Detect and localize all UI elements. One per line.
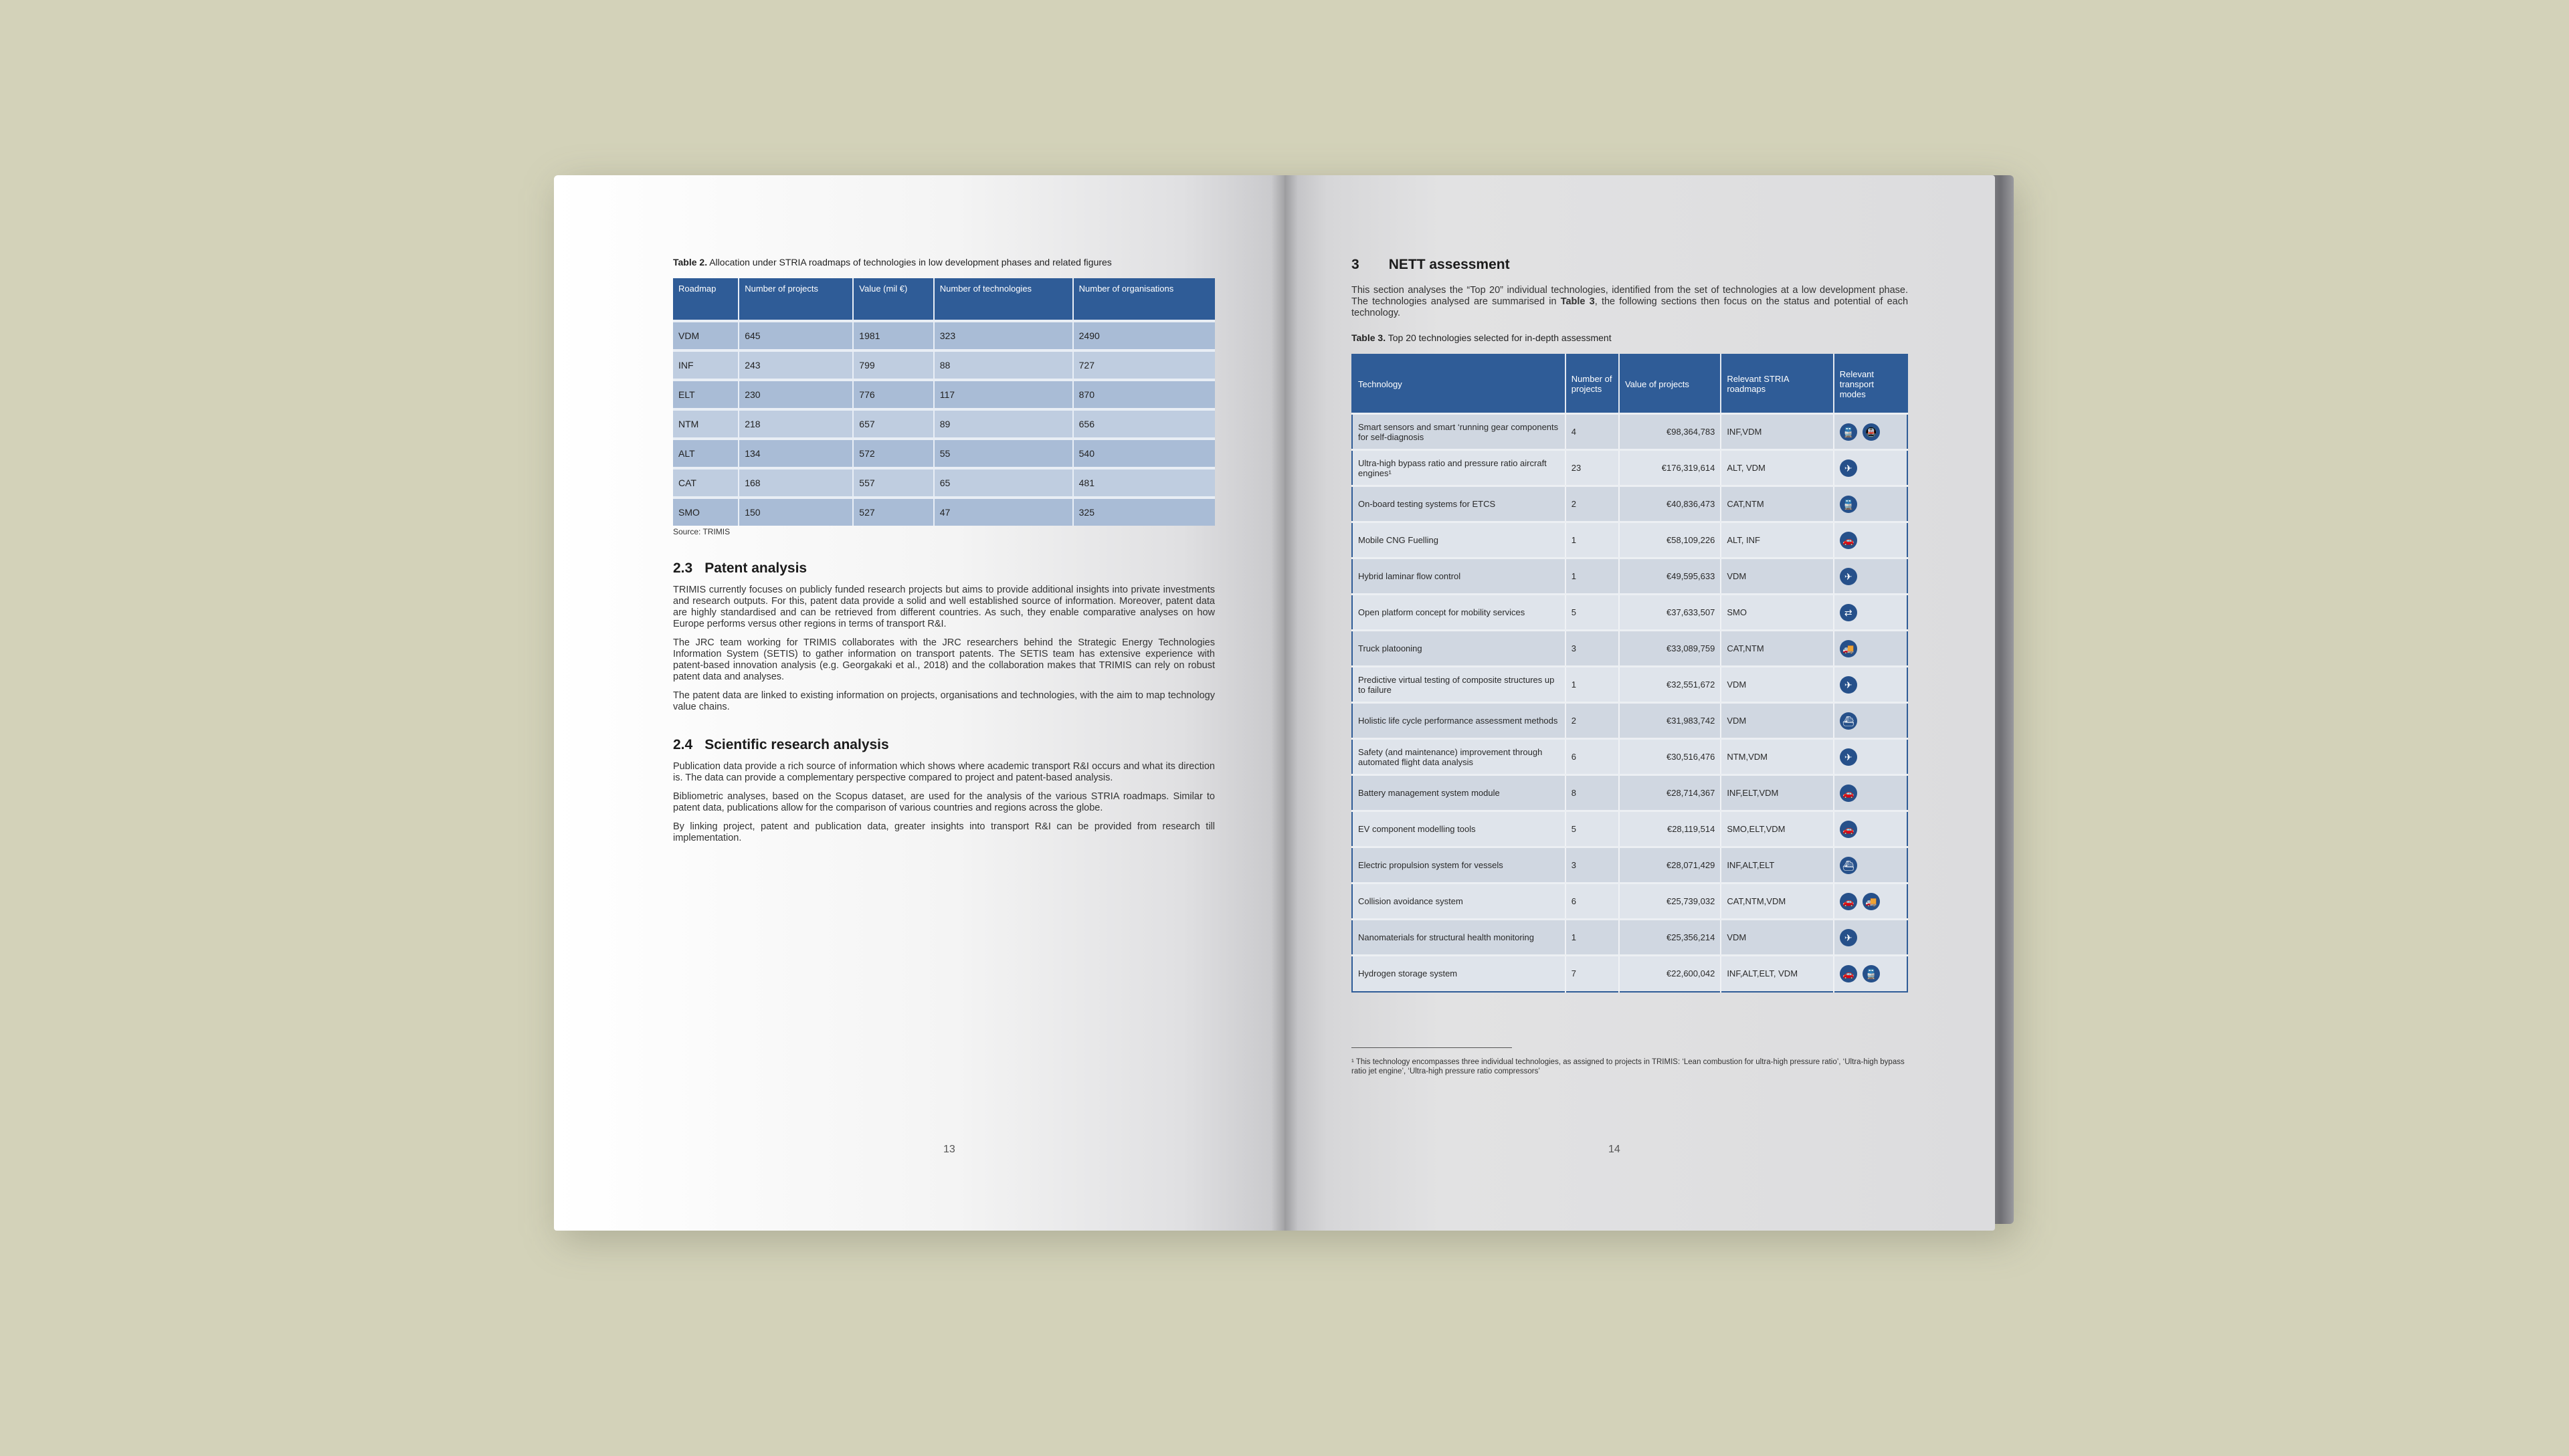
project-value-cell: €40,836,473 [1619,486,1721,522]
table-2-cell: 117 [934,380,1073,409]
table-2 [673,278,1215,526]
table-3-caption: Table 3. Top 20 technologies selected for in-depth assessment [1351,332,1612,343]
table-2-row [673,409,1215,439]
table-2-row [673,380,1215,409]
transport-modes-cell [1834,883,1907,920]
project-value-cell: €25,739,032 [1619,883,1721,920]
roadmaps-cell: INF,ALT,ELT [1721,847,1833,883]
project-count-cell: 5 [1565,811,1619,847]
table-3-row [1352,450,1907,486]
table-3-row [1352,956,1907,992]
project-count-cell: 4 [1565,414,1619,450]
table-2-cell: 656 [1073,409,1215,439]
aircraft-icon: ✈ [1840,676,1857,694]
technology-cell: Holistic life cycle performance assessment methods [1352,703,1565,739]
project-count-cell: 5 [1565,595,1619,631]
table-3-row [1352,883,1907,920]
table-2-row [673,321,1215,350]
table-3-header-cell: Number of projects [1565,354,1619,414]
transport-modes-cell [1834,739,1907,775]
table-3-row [1352,414,1907,450]
project-count-cell: 7 [1565,956,1619,992]
table-3-row [1352,920,1907,956]
table-3-row [1352,486,1907,522]
section-3-heading: 3 NETT assessment [1351,257,1510,272]
table-2-cell: 88 [934,350,1073,380]
project-count-cell: 1 [1565,920,1619,956]
technology-cell: Electric propulsion system for vessels [1352,847,1565,883]
project-count-cell: 3 [1565,631,1619,667]
table-2-cell: 645 [739,321,853,350]
technology-cell: EV component modelling tools [1352,811,1565,847]
section-2-3-heading: 2.3 Patent analysis [673,560,807,576]
table-2-cell: 47 [934,498,1073,526]
table-2-cell: 230 [739,380,853,409]
roadmaps-cell: INF,VDM [1721,414,1833,450]
table-2-cell: 243 [739,350,853,380]
project-value-cell: €37,633,507 [1619,595,1721,631]
aircraft-icon: ✈ [1840,459,1857,477]
table-3 [1351,354,1908,993]
project-value-cell: €31,983,742 [1619,703,1721,739]
project-value-cell: €98,364,783 [1619,414,1721,450]
table-3-header-cell: Relevant STRIA roadmaps [1721,354,1833,414]
project-count-cell: 8 [1565,775,1619,811]
technology-cell: Collision avoidance system [1352,883,1565,920]
project-value-cell: €28,714,367 [1619,775,1721,811]
table-2-cell: 325 [1073,498,1215,526]
transport-modes-cell [1834,450,1907,486]
project-value-cell: €58,109,226 [1619,522,1721,558]
table-3-row [1352,775,1907,811]
table-2-cell: 1981 [853,321,933,350]
table-2-cell: CAT [673,468,739,498]
project-count-cell: 2 [1565,486,1619,522]
roadmaps-cell: SMO,ELT,VDM [1721,811,1833,847]
right-page [1284,175,1995,1231]
project-value-cell: €30,516,476 [1619,739,1721,775]
transport-modes-cell [1834,775,1907,811]
project-count-cell: 1 [1565,558,1619,595]
project-count-cell: 3 [1565,847,1619,883]
table-3-row [1352,558,1907,595]
technology-cell: Smart sensors and smart ‘running gear components for self-diagnosis [1352,414,1565,450]
table-2-source: Source: TRIMIS [673,527,731,536]
table-2-caption: Table 2. Allocation under STRIA roadmaps of technologies in low development phases and related figures [673,257,1112,268]
project-count-cell: 1 [1565,522,1619,558]
footnote: ¹ This technology encompasses three individual technologies, as assigned to projects in TRIMIS: ‘Lean combustion for ultra-high pressure ratio’, ‘Ultra-high bypass ratio jet engine’, ‘Ultra-high pressure ratio compressors’ [1351,1057,1905,1075]
transport-modes-cell [1834,558,1907,595]
transport-modes-cell [1834,847,1907,883]
section-2-4-paragraph: Publication data provide a rich source of information which shows where academic transport R&I occurs and what its direction is. The data can provide a complementary perspective compared to project and patent-based analysis. [673,761,1215,783]
table-2-cell: 134 [739,439,853,468]
table-2-header-cell: Value (mil €) [853,278,933,321]
transport-modes-cell [1834,414,1907,450]
roadmaps-cell: ALT, VDM [1721,450,1833,486]
section-3-intro: This section analyses the “Top 20” individual technologies, identified from the set of technologies at a low development phase. The technologies analysed are summarised in Table 3, the following sections then focus on the status and potential of each technology. [1351,285,1909,318]
table-2-cell: 557 [853,468,933,498]
section-2-3-paragraph: The patent data are linked to existing information on projects, organisations and technologies, with the aim to map technology value chains. [673,690,1215,712]
technology-cell: Battery management system module [1352,775,1565,811]
technology-cell: Nanomaterials for structural health monitoring [1352,920,1565,956]
transport-modes-cell [1834,486,1907,522]
table-2-cell: 2490 [1073,321,1215,350]
technology-cell: Safety (and maintenance) improvement through automated flight data analysis [1352,739,1565,775]
roadmaps-cell: VDM [1721,558,1833,595]
section-2-4-paragraph: By linking project, patent and publication data, greater insights into transport R&I can be provided from research till implementation. [673,821,1215,843]
transport-modes-cell [1834,703,1907,739]
left-page [554,175,1284,1231]
metro-icon: 🚇 [1863,423,1880,441]
table-2-cell: SMO [673,498,739,526]
roadmaps-cell: VDM [1721,920,1833,956]
table-2-row [673,439,1215,468]
car-icon: 🚗 [1840,965,1857,982]
table-2-header-cell: Number of organisations [1073,278,1215,321]
table-3-row [1352,631,1907,667]
table-2-cell: 776 [853,380,933,409]
table-2-header-cell: Number of projects [739,278,853,321]
section-2-4-paragraph: Bibliometric analyses, based on the Scopus dataset, are used for the analysis of the various STRIA roadmaps. Similar to patent data, publications allow for the comparison of various countries and regions across the globe. [673,791,1215,813]
project-value-cell: €22,600,042 [1619,956,1721,992]
table-2-cell: 657 [853,409,933,439]
roadmaps-cell: NTM,VDM [1721,739,1833,775]
table-3-header-cell: Value of projects [1619,354,1721,414]
table-2-cell: ALT [673,439,739,468]
table-2-cell: 218 [739,409,853,439]
table-2-header-cell: Roadmap [673,278,739,321]
table-2-cell: ELT [673,380,739,409]
transport-modes-cell [1834,667,1907,703]
aircraft-icon: ✈ [1840,568,1857,585]
table-2-cell: NTM [673,409,739,439]
table-2-cell: 65 [934,468,1073,498]
table-3-header-cell: Relevant transport modes [1834,354,1907,414]
aircraft-icon: ✈ [1840,929,1857,946]
table-2-cell: 150 [739,498,853,526]
table-3-row [1352,703,1907,739]
table-3-row [1352,522,1907,558]
project-value-cell: €32,551,672 [1619,667,1721,703]
project-count-cell: 6 [1565,739,1619,775]
table-2-cell: 323 [934,321,1073,350]
technology-cell: Truck platooning [1352,631,1565,667]
transport-modes-cell [1834,956,1907,992]
section-2-3-paragraph: The JRC team working for TRIMIS collaborates with the JRC researchers behind the Strategic Energy Technologies Information System (SETIS) to gather information on transport patents. The SETIS team has extensive experience with patent-based innovation analysis (e.g. Georgakaki et al., 2018) and the collaboration makes that TRIMIS can rely on robust patent data and analyses. [673,637,1215,682]
multimodal-icon: ⇄ [1840,604,1857,621]
technology-cell: Predictive virtual testing of composite structures up to failure [1352,667,1565,703]
table-3-row [1352,739,1907,775]
table-2-cell: 527 [853,498,933,526]
technology-cell: Open platform concept for mobility services [1352,595,1565,631]
project-value-cell: €176,319,614 [1619,450,1721,486]
project-count-cell: 1 [1565,667,1619,703]
table-2-cell: VDM [673,321,739,350]
table-2-cell: 870 [1073,380,1215,409]
roadmaps-cell: CAT,NTM,VDM [1721,883,1833,920]
rail-icon: 🚆 [1863,965,1880,982]
ship-icon: ⛴ [1840,712,1857,730]
table-2-row [673,350,1215,380]
roadmaps-cell: CAT,NTM [1721,631,1833,667]
transport-modes-cell [1834,522,1907,558]
table-2-cell: 89 [934,409,1073,439]
table-3-row [1352,667,1907,703]
technology-cell: On-board testing systems for ETCS [1352,486,1565,522]
car-icon: 🚗 [1840,893,1857,910]
project-count-cell: 6 [1565,883,1619,920]
roadmaps-cell: SMO [1721,595,1833,631]
project-count-cell: 23 [1565,450,1619,486]
table-3-header-cell: Technology [1352,354,1565,414]
transport-modes-cell [1834,595,1907,631]
technology-cell: Hydrogen storage system [1352,956,1565,992]
car-icon: 🚗 [1840,532,1857,549]
footnote-divider [1351,1047,1512,1048]
rail-icon: 🚆 [1840,496,1857,513]
project-value-cell: €28,071,429 [1619,847,1721,883]
table-2-cell: INF [673,350,739,380]
table-2-cell: 481 [1073,468,1215,498]
roadmaps-cell: INF,ELT,VDM [1721,775,1833,811]
table-2-cell: 540 [1073,439,1215,468]
book-spine [1271,175,1298,1231]
table-2-cell: 55 [934,439,1073,468]
technology-cell: Ultra-high bypass ratio and pressure ratio aircraft engines¹ [1352,450,1565,486]
table-2-cell: 727 [1073,350,1215,380]
project-value-cell: €49,595,633 [1619,558,1721,595]
car-icon: 🚗 [1840,821,1857,838]
aircraft-icon: ✈ [1840,748,1857,766]
transport-modes-cell [1834,631,1907,667]
table-2-cell: 799 [853,350,933,380]
technology-cell: Hybrid laminar flow control [1352,558,1565,595]
roadmaps-cell: CAT,NTM [1721,486,1833,522]
rail-icon: 🚆 [1840,423,1857,441]
project-count-cell: 2 [1565,703,1619,739]
truck-icon: 🚚 [1863,893,1880,910]
table-3-row [1352,595,1907,631]
table-2-cell: 168 [739,468,853,498]
table-2-header-cell: Number of technologies [934,278,1073,321]
technology-cell: Mobile CNG Fuelling [1352,522,1565,558]
table-2-row [673,498,1215,526]
project-value-cell: €25,356,214 [1619,920,1721,956]
project-value-cell: €33,089,759 [1619,631,1721,667]
section-2-3-paragraph: TRIMIS currently focuses on publicly funded research projects but aims to provide additional insights into private investments and research outputs. For this, patent data provide a solid and well established source of information. Moreover, patent data are highly standardised and can be retrieved from different countries. As such, they enable comparative analyses on how Europe performs versus other regions in terms of transport R&I. [673,585,1215,629]
table-3-row [1352,847,1907,883]
project-value-cell: €28,119,514 [1619,811,1721,847]
roadmaps-cell: INF,ALT,ELT, VDM [1721,956,1833,992]
transport-modes-cell [1834,811,1907,847]
page-number-right: 14 [1608,1144,1620,1155]
roadmaps-cell: ALT, INF [1721,522,1833,558]
ship-icon: ⛴ [1840,857,1857,874]
truck-icon: 🚚 [1840,640,1857,657]
section-2-4-heading: 2.4 Scientific research analysis [673,737,889,752]
table-2-cell: 572 [853,439,933,468]
table-3-row [1352,811,1907,847]
transport-modes-cell [1834,920,1907,956]
roadmaps-cell: VDM [1721,703,1833,739]
page-number-left: 13 [943,1144,955,1155]
table-2-row [673,468,1215,498]
car-icon: 🚗 [1840,785,1857,802]
roadmaps-cell: VDM [1721,667,1833,703]
